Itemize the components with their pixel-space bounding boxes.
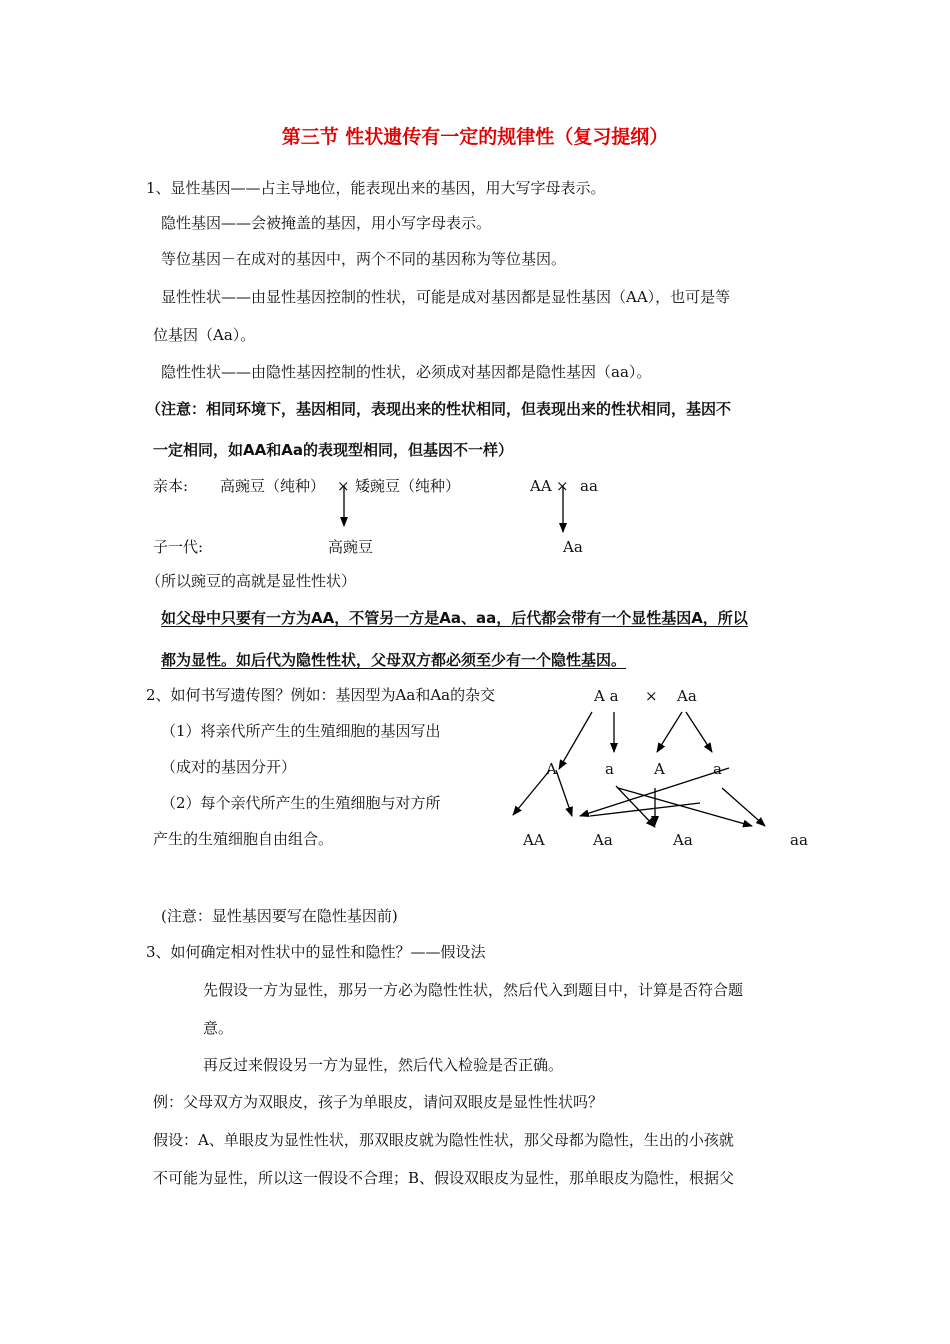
diagram-gamete-4: a: [713, 760, 722, 778]
s2-line-2: （1）将亲代所产生的生殖细胞的基因写出: [161, 722, 441, 740]
s2-line-1: 2、如何书写遗传图？例如：基因型为Aa和Aa的杂交: [146, 686, 496, 704]
parent-short-pea: 矮豌豆（纯种）: [355, 477, 461, 495]
s2-note: (注意：显性基因要写在隐性基因前): [161, 907, 398, 925]
diagram-offspring-1: AA: [523, 831, 545, 849]
s1-note-2: 一定相同，如AA和Aa的表现型相同，但基因不一样）: [153, 441, 513, 459]
page-title: 第三节 性状遗传有一定的规律性（复习提纲）: [281, 126, 669, 148]
parent-tall-pea: 高豌豆（纯种）: [220, 477, 326, 495]
s1-line-3: 等位基因－在成对的基因中，两个不同的基因称为等位基因。: [161, 250, 567, 268]
gamete-arrow-1: [559, 712, 592, 769]
s3-line-7: 不可能为显性，所以这一假设不合理；B、假设双眼皮为显性，那单眼皮为隐性，根据父: [153, 1169, 735, 1187]
s3-line-3: 意。: [203, 1019, 234, 1037]
cross-conclusion: （所以豌豆的高就是显性性状）: [146, 572, 357, 590]
s3-line-1: 3、如何确定相对性状中的显性和隐性？——假设法: [146, 943, 486, 961]
s1-line-6: 隐性性状——由隐性基因控制的性状，必须成对基因都是隐性基因（aa）。: [161, 363, 652, 381]
s1-line-1: 1、显性基因——占主导地位，能表现出来的基因，用大写字母表示。: [146, 179, 606, 197]
diagram-parent-2: Aa: [677, 687, 697, 705]
combine-arrow-5: [618, 788, 752, 826]
diagram-gamete-2: a: [605, 760, 614, 778]
s3-line-4: 再反过来假设另一方为显性，然后代入检验是否正确。: [203, 1056, 564, 1074]
diagram-offspring-2: Aa: [593, 831, 613, 849]
parent-cross-symbol: ×: [337, 477, 350, 495]
s3-line-5: 例：父母双方为双眼皮，孩子为单眼皮，请问双眼皮是显性性状吗？: [153, 1093, 604, 1111]
gamete-arrow-3: [657, 712, 682, 752]
s3-line-6: 假设：A、单眼皮为显性性状，那双眼皮就为隐性性状，那父母都为隐性，生出的小孩就: [153, 1131, 734, 1149]
gamete-arrow-4: [686, 712, 712, 752]
combine-arrow-4: [616, 786, 655, 827]
f1-tall-pea: 高豌豆: [328, 538, 374, 556]
f1-gene: Aa: [563, 538, 583, 556]
diagram-cross-symbol: ×: [645, 687, 658, 705]
s1-note-1: （注意：相同环境下，基因相同，表现出来的性状相同，但表现出来的性状相同，基因不: [146, 400, 732, 418]
parent-label: 亲本:: [153, 477, 189, 495]
combine-arrow-8: [590, 803, 700, 816]
bold-rule-2: 都为显性。如后代为隐性性状，父母双方都必须至少有一个隐性基因。: [161, 651, 627, 669]
s2-line-5: 产生的生殖细胞自由组合。: [153, 830, 334, 848]
diagram-gamete-3: A: [654, 760, 665, 778]
parent-gene-AA: AA: [530, 477, 552, 495]
parent-gene-aa: aa: [580, 477, 598, 495]
s1-line-4: 显性性状——由显性基因控制的性状，可能是成对基因都是显性基因（AA），也可是等: [161, 288, 731, 306]
diagram-gamete-1: A: [546, 760, 557, 778]
s3-line-2: 先假设一方为显性，那另一方必为隐性性状，然后代入到题目中，计算是否符合题: [203, 981, 744, 999]
diagram-offspring-4: aa: [790, 831, 808, 849]
s2-line-3: （成对的基因分开）: [161, 758, 297, 776]
combine-arrow-1: [513, 770, 550, 815]
parent-gene-cross: ×: [556, 477, 569, 495]
f1-label: 子一代:: [153, 538, 204, 556]
bold-rule-1: 如父母中只要有一方为AA，不管另一方是Aa、aa，后代都会带有一个显性基因A，所以: [161, 609, 748, 627]
s2-line-4: （2）每个亲代所产生的生殖细胞与对方所: [161, 794, 441, 812]
diagram-parent-1: A a: [594, 687, 619, 705]
combine-arrow-7: [722, 788, 765, 826]
diagram-offspring-3: Aa: [673, 831, 693, 849]
s1-line-5: 位基因（Aa）。: [153, 326, 256, 344]
s1-line-2: 隐性基因——会被掩盖的基因，用小写字母表示。: [161, 214, 492, 232]
combine-arrow-2: [556, 770, 572, 816]
